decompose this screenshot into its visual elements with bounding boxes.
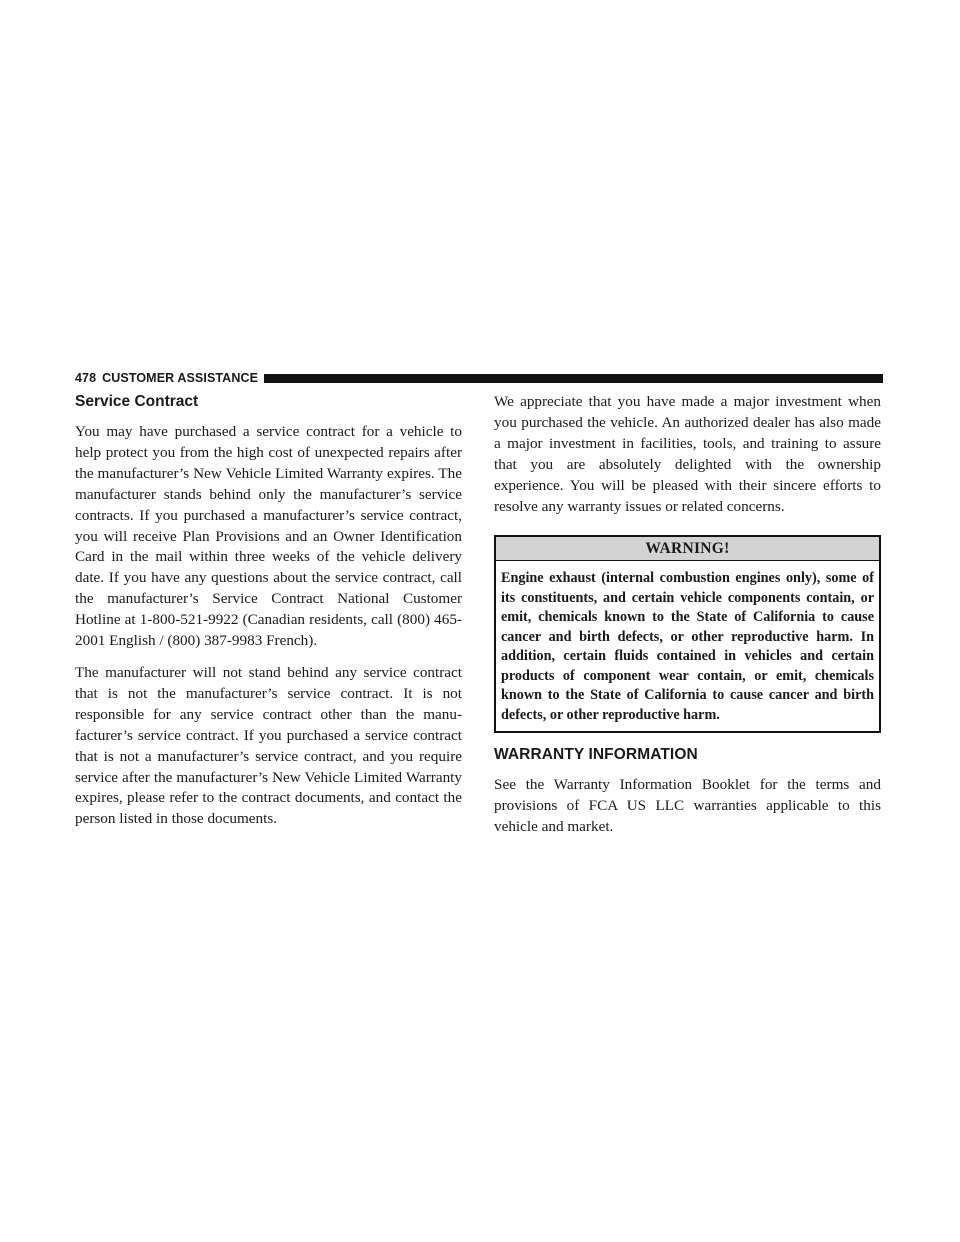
dealer-investment-paragraph: We appreciate that you have made a major investment when you purchased the vehicle. An authorized dealer has also made a major investment in facilities, tools, and training to assure that you are absolutely delighted with the ownership experience. You will be pleased with their sincere efforts to resolve any warranty issues or related concerns. [494,393,881,515]
warning-text: Engine exhaust (internal combustion engines only), some of its constituents, and certain vehicle components contain, or emit, chemicals known to the State of California to cause cancer and birth defects, or other reproductive harm. In addition, certain fluids contained in vehicles and certain products of component wear contain, or emit, chemicals known to the State of California to cause cancer and birth defects, or other reproductive harm. [501,570,874,723]
left-column [75,392,462,841]
right-column [494,392,881,849]
section-name: CUSTOMER ASSISTANCE [102,371,259,385]
service-contract-heading: Service Contract [75,393,199,410]
header-rule [264,374,883,383]
warning-title: WARNING! [496,537,879,561]
running-header [75,370,883,386]
service-contract-paragraph-2: The manufacturer will not stand behind any service contract that is not the manufacturer’s service contract. It is not responsible for any service contract other than the manufacturer’s service contract. If you purchased a service contract that is not a manufacturer’s service contract, and you require service after the manufacturer’s New Vehicle Limited Warranty expires, please refer to the contract documents, and contact the person listed in those documents. [75,663,462,828]
warranty-information-paragraph: See the Warranty Information Booklet for the terms and provisions of FCA US LLC warranties applicable to this vehicle and market. [494,776,881,836]
warranty-information-heading: WARRANTY INFORMATION [494,746,698,764]
service-contract-paragraph-1: You may have purchased a service contract for a vehicle to help protect you from the high cost of unexpected repairs after the manufacturer’s New Vehicle Limited Warranty expires. The manufacturer stands behind only the manufacturer’s service contracts. If you purchased a manufacturer’s service contract, you will receive Plan Provisions and an Owner Identification Card in the mail within three weeks of the vehicle delivery date. If you have any questions about the service contract, call the manufacturer’s Service Contract National Customer Hotline at 1-800-521-9922 (Canadian residents, call (800) 465-2001 English / (800) 387-9983 French). [75,423,462,650]
warning-box [494,535,881,733]
page-number: 478 [75,371,97,385]
